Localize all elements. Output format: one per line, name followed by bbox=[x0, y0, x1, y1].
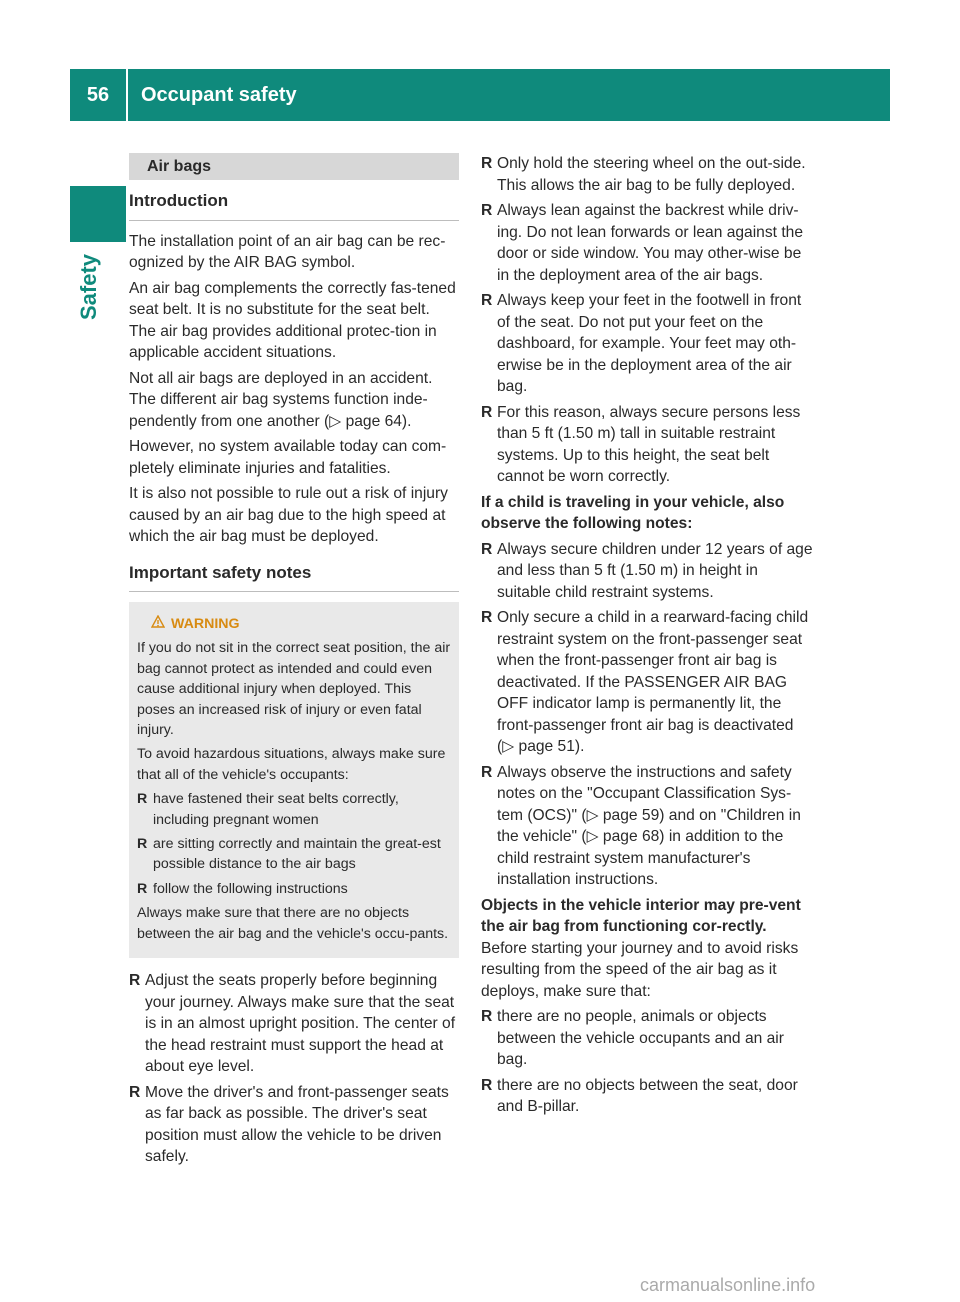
header-separator bbox=[126, 69, 128, 121]
list-item bbox=[481, 402, 813, 488]
list-item bbox=[129, 1082, 459, 1168]
list-item-text: have fastened their seat belts correctly, including pregnant women bbox=[153, 791, 399, 828]
section-heading: Air bags bbox=[129, 153, 459, 180]
watermark: carmanualsonline.info bbox=[640, 1275, 816, 1295]
warning-triangle-icon bbox=[151, 614, 165, 634]
list-item bbox=[137, 834, 451, 875]
list-item bbox=[137, 789, 451, 830]
list-item bbox=[481, 1075, 813, 1118]
list-item bbox=[481, 1006, 813, 1071]
left-column bbox=[129, 153, 459, 1172]
warning-title bbox=[137, 614, 451, 634]
bullet-icon: R bbox=[481, 609, 493, 626]
intro-paragraph: The installation point of an air bag can be rec-ognized by the AIR BAG symbol. bbox=[129, 232, 446, 271]
list-item bbox=[481, 200, 813, 286]
list-item bbox=[481, 153, 813, 196]
bullet-icon: R bbox=[481, 403, 493, 421]
intro-paragraph: It is also not possible to rule out a risk of injury caused by an air bag due to the high speed at which the air bag must be deployed. bbox=[129, 485, 448, 545]
side-tab-block bbox=[70, 186, 126, 242]
bullet-list bbox=[129, 970, 459, 1168]
bullet-icon: R bbox=[481, 540, 493, 558]
list-item-text: Always lean against the backrest while driv-ing. Do not lean forwards or lean against the door or side window. You may other-wise be in the deployment area of the air bags. bbox=[497, 202, 803, 284]
intro-paragraph: However, no system available today can com-pletely eliminate injuries and fatalities. bbox=[129, 438, 447, 477]
warning-box bbox=[129, 602, 459, 958]
list-item-text: Always keep your feet in the footwell in front of the seat. Do not put your feet on the dashboard, for example. Your feet may oth-erwise be in the deployment area of the air bag. bbox=[497, 292, 802, 395]
bullet-icon: R bbox=[137, 791, 148, 808]
warning-paragraph: To avoid hazardous situations, always make sure that all of the vehicle's occupants: bbox=[137, 746, 446, 783]
right-column bbox=[481, 153, 813, 1122]
objects-heading: Objects in the vehicle interior may pre-vent the air bag from functioning cor-rectly. bbox=[481, 896, 801, 935]
bullet-icon: R bbox=[481, 763, 493, 781]
list-item bbox=[137, 879, 451, 899]
bullet-icon: R bbox=[481, 292, 493, 309]
bullet-icon: R bbox=[137, 880, 148, 897]
bullet-icon: R bbox=[481, 202, 493, 219]
objects-text: Before starting your journey and to avoid risks resulting from the speed of the air bag as it deploys, make sure that: bbox=[481, 939, 799, 1000]
list-item-text: are sitting correctly and maintain the great-est possible distance to the air bags bbox=[153, 836, 441, 873]
list-item-text: Only secure a child in a rearward-facing child restraint system on the front-passenger seat when the front-passenger front air bag is deactivated. If the PASSENGER AIR BAG OFF indicator lamp is permanently lit, the front-passenger front air bag is deactivated (▷ page 51). bbox=[497, 609, 809, 755]
list-item-text: Adjust the seats properly before beginning your journey. Always make sure that the seat is in an almost upright position. The center of the head restraint must support the head at about eye level. bbox=[145, 972, 456, 1076]
bullet-icon: R bbox=[137, 836, 148, 853]
warning-bullet-list bbox=[137, 789, 451, 899]
list-item-text: Always observe the instructions and safety notes on the "Occupant Classification Sys-tem (OCS)" (▷ page 59) and on "Children in the vehicle" (▷ page 68) in addition to the child restraint system manufacturer's installation instructions. bbox=[497, 763, 801, 888]
list-item bbox=[481, 762, 813, 891]
list-item bbox=[481, 290, 813, 398]
list-item-text: there are no people, animals or objects between the vehicle occupants and an air bag. bbox=[497, 1008, 784, 1068]
list-item-text: follow the following instructions bbox=[153, 880, 348, 897]
intro-paragraph: An air bag complements the correctly fas-tened seat belt. It is no substitute for the seat belt. The air bag provides additional protec-tion in applicable accident situations. bbox=[129, 279, 456, 361]
bullet-list bbox=[481, 153, 813, 488]
page-title: Occupant safety bbox=[141, 84, 297, 106]
bullet-list bbox=[481, 1006, 813, 1118]
safety-notes-heading: Important safety notes bbox=[129, 562, 459, 593]
intro-paragraph: Not all air bags are deployed in an accident. The different air bag systems function inde-pendently from one another (▷ page 64). bbox=[129, 369, 433, 430]
list-item-text: Move the driver's and front-passenger seats as far back as possible. The driver's seat position must allow the vehicle to be driven safely. bbox=[145, 1083, 449, 1166]
list-item bbox=[481, 539, 813, 604]
list-item-text: Always secure children under 12 years of age and less than 5 ft (1.50 m) in height in suitable child restraint systems. bbox=[497, 540, 813, 601]
objects-paragraph bbox=[481, 895, 813, 1003]
bullet-icon: R bbox=[481, 1076, 493, 1094]
page-number: 56 bbox=[86, 84, 110, 106]
warning-paragraph: If you do not sit in the correct seat position, the air bag cannot protect as intended and could even cause additional injury when deployed. This poses an increased risk of injury or even fatal injury. bbox=[137, 640, 451, 739]
bullet-list bbox=[481, 539, 813, 891]
warning-paragraph: Always make sure that there are no objects between the air bag and the vehicle's occu-pants. bbox=[137, 905, 449, 942]
list-item bbox=[481, 607, 813, 758]
list-item bbox=[129, 970, 459, 1078]
bullet-icon: R bbox=[481, 1008, 493, 1025]
bullet-icon: R bbox=[481, 155, 493, 172]
list-item-text: Only hold the steering wheel on the out-side. This allows the air bag to be fully deployed. bbox=[497, 155, 806, 194]
warning-title-text: WARNING bbox=[171, 616, 240, 632]
list-item-text: For this reason, always secure persons less than 5 ft (1.50 m) tall in suitable restraint systems. Up to this height, the seat belt cannot be worn correctly. bbox=[497, 403, 801, 485]
child-heading: If a child is traveling in your vehicle, also observe the following notes: bbox=[481, 493, 785, 532]
bullet-icon: R bbox=[129, 972, 141, 990]
bullet-icon: R bbox=[129, 1083, 141, 1101]
side-tab-label: Safety bbox=[76, 253, 101, 320]
list-item-text: there are no objects between the seat, door and B-pillar. bbox=[497, 1076, 798, 1115]
intro-heading: Introduction bbox=[129, 190, 459, 221]
